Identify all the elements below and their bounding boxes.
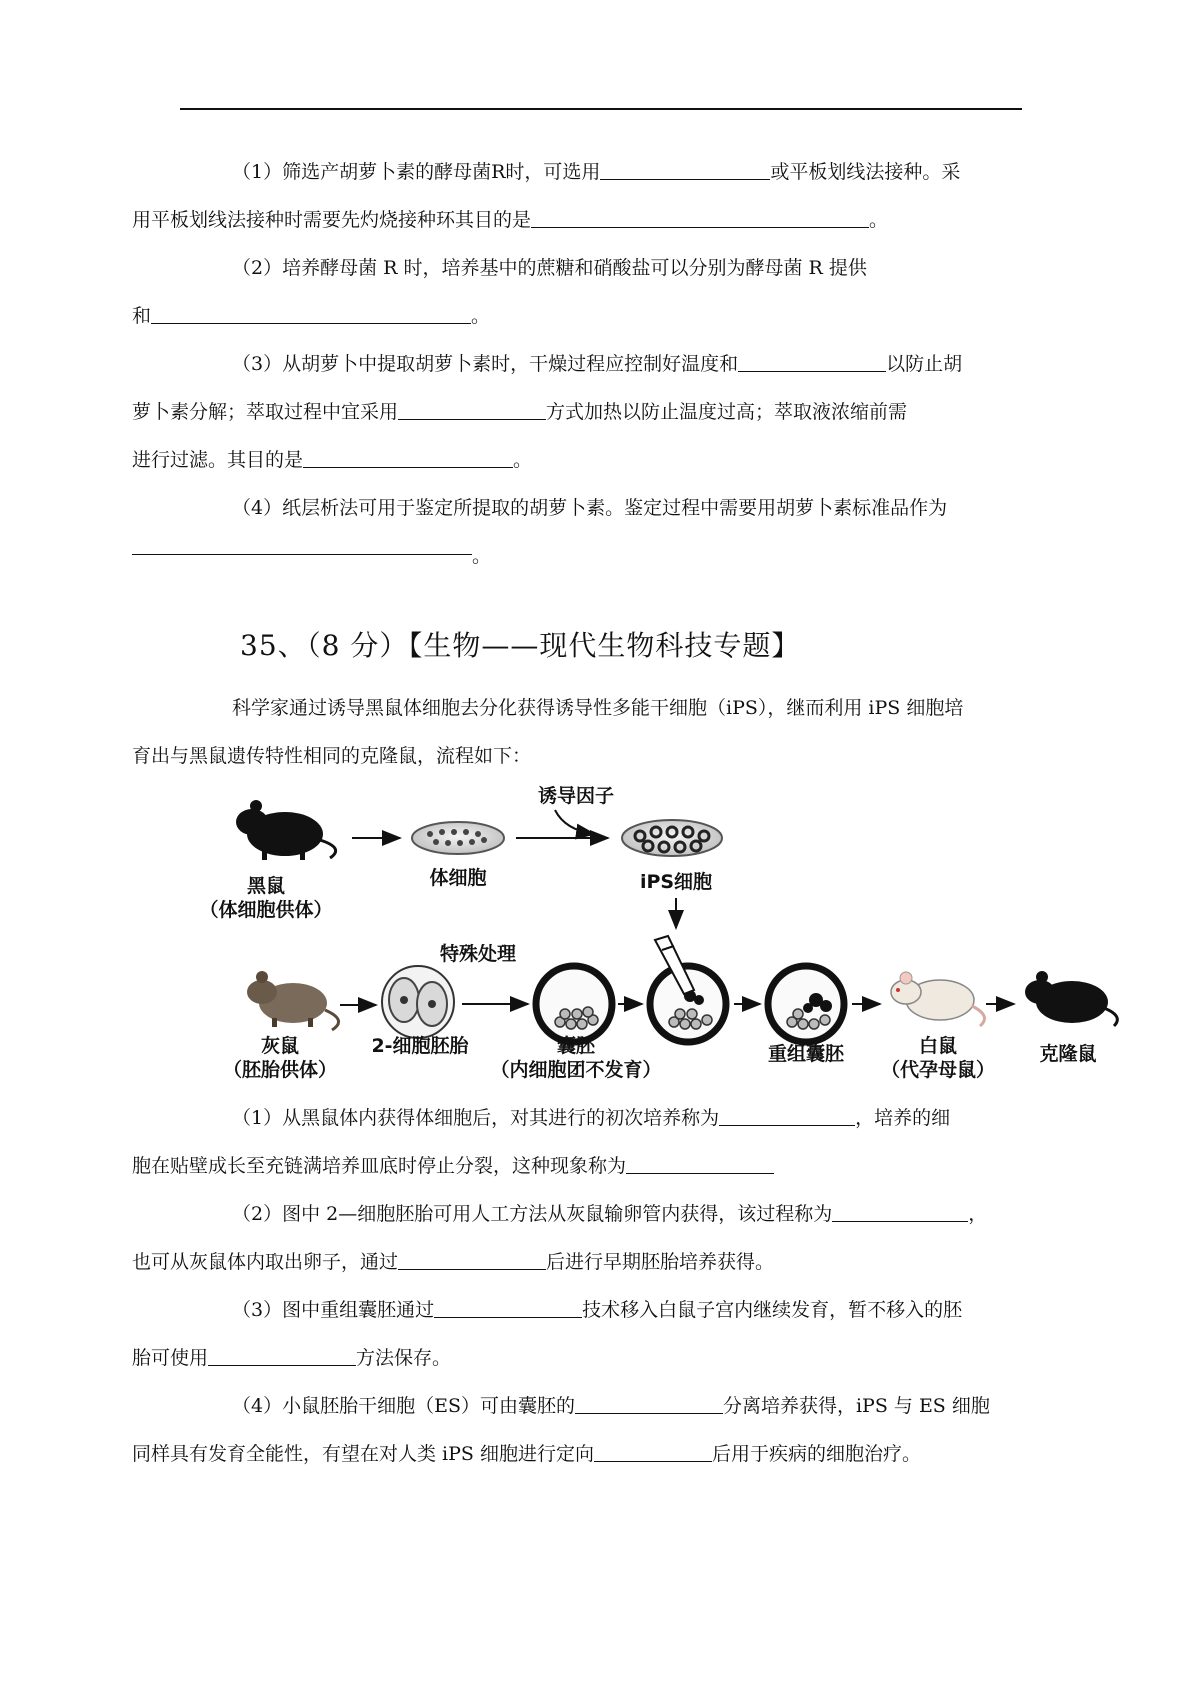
q34-3-text-b: 以防止胡 <box>886 353 963 375</box>
q35-4-text-b: 分离培养获得，iPS 与 ES 细胞 <box>722 1395 990 1417</box>
q35-intro-line2: 育出与黑鼠遗传特性相同的克隆鼠，流程如下： <box>132 745 532 767</box>
q35-2-text-d: 后进行早期胚胎培养获得。 <box>546 1251 775 1273</box>
q34-1 <box>132 148 1022 244</box>
answer-blank[interactable] <box>303 447 513 468</box>
q34-4 <box>182 484 1022 580</box>
answer-blank[interactable] <box>626 1153 774 1174</box>
q34-3-text-c: 萝卜素分解；萃取过程中宜采用 <box>132 401 399 423</box>
white-mouse-label: 白鼠 <box>918 1035 958 1057</box>
q35-4-text-a: （4）小鼠胚胎干细胞（ES）可由囊胚的 <box>232 1395 575 1417</box>
q35-1-text-c: 胞在贴壁成长至充链满培养皿底时停止分裂，这种现象称为 <box>132 1155 627 1177</box>
q35-intro <box>132 684 1022 780</box>
answer-blank[interactable] <box>832 1201 968 1222</box>
q34-3-text-a: （3）从胡萝卜中提取胡萝卜素时，干燥过程应控制好温度和 <box>232 353 739 375</box>
black-mouse-label: 黑鼠 <box>246 875 286 897</box>
q35-3-text-d: 方法保存。 <box>356 1347 452 1369</box>
two-cell-embryo-label: 2-细胞胚胎 <box>371 1035 469 1057</box>
blastocyst-label: 囊胚 <box>556 1035 596 1057</box>
q35-1 <box>132 1094 1022 1190</box>
header-rule <box>180 108 1022 110</box>
q34-4-text-b: 。 <box>472 545 492 567</box>
q35-intro-line1: 科学家通过诱导黑鼠体细胞去分化获得诱导性多能干细胞（iPS），继而利用 iPS 细胞培 <box>232 697 964 719</box>
q35-4-text-c: 同样具有发育全能性，有望在对人类 iPS 细胞进行定向 <box>132 1443 594 1465</box>
black-mouse-role: （体细胞供体） <box>199 899 333 921</box>
inducing-factor-label: 诱导因子 <box>537 785 615 807</box>
clone-mouse-label: 克隆鼠 <box>1039 1043 1097 1065</box>
answer-blank[interactable] <box>575 1393 723 1414</box>
recombinant-blastocyst-icon <box>768 966 844 1042</box>
q34-2-text-b: 和 <box>132 305 152 327</box>
ips-dish-icon <box>622 820 722 856</box>
two-cell-embryo-icon <box>382 966 454 1038</box>
q35-4-text-d: 后用于疾病的细胞治疗。 <box>711 1443 921 1465</box>
answer-blank[interactable] <box>151 303 471 324</box>
q34-3-text-d: 方式加热以防止温度过高；萃取液浓缩前需 <box>546 401 908 423</box>
q34-1-text-b: 或平板划线法接种。采 <box>770 161 961 183</box>
q34-1-text-c: 用平板划线法接种时需要先灼烧接种环其目的是 <box>132 209 532 231</box>
special-treatment-label: 特殊处理 <box>439 943 517 965</box>
q35-heading: 35、（8 分）【生物——现代生物科技专题】 <box>240 629 801 662</box>
q35-4 <box>132 1382 1022 1478</box>
blastocyst-note: （内细胞团不发育） <box>490 1059 662 1081</box>
q35-2-text-b: ， <box>968 1203 988 1225</box>
ips-flow-diagram <box>0 780 1200 1110</box>
answer-blank[interactable] <box>434 1297 582 1318</box>
answer-blank[interactable] <box>132 534 472 555</box>
answer-blank[interactable] <box>531 207 869 228</box>
q35-2-text-a: （2）图中 2—细胞胚胎可用人工方法从灰鼠输卵管内获得，该过程称为 <box>232 1203 833 1225</box>
q34-3-text-e: 进行过滤。其目的是 <box>132 449 304 471</box>
q34-2 <box>132 244 1022 340</box>
white-mouse-icon <box>891 972 985 1026</box>
white-mouse-role: （代孕母鼠） <box>880 1059 996 1081</box>
q35-1-text-b: ，培养的细 <box>855 1107 951 1129</box>
answer-blank[interactable] <box>738 351 886 372</box>
gray-mouse-label: 灰鼠 <box>260 1035 300 1057</box>
q34-2-text-a: （2）培养酵母菌 R 时，培养基中的蔗糖和硝酸盐可以分别为酵母菌 R 提供 <box>232 257 867 279</box>
q34-4-text-a: （4）纸层析法可用于鉴定所提取的胡萝卜素。鉴定过程中需要用胡萝卜素标准品作为 <box>232 497 948 519</box>
answer-blank[interactable] <box>719 1105 855 1126</box>
q34-1-text-d: 。 <box>869 209 889 231</box>
answer-blank[interactable] <box>208 1345 356 1366</box>
q34-3 <box>132 340 1022 484</box>
q35-3-text-b: 技术移入白鼠子宫内继续发育，暂不移入的胚 <box>582 1299 963 1321</box>
answer-blank[interactable] <box>594 1441 712 1462</box>
clone-mouse-icon <box>1025 971 1117 1026</box>
gray-mouse-icon <box>247 971 339 1030</box>
answer-blank[interactable] <box>398 1249 546 1270</box>
petri-dish-icon <box>412 822 504 854</box>
q35-2 <box>132 1190 1022 1286</box>
ips-cells-label: iPS细胞 <box>639 871 713 893</box>
answer-blank[interactable] <box>600 159 770 180</box>
q35-1-text-a: （1）从黑鼠体内获得体细胞后，对其进行的初次培养称为 <box>232 1107 720 1129</box>
q35-3 <box>132 1286 1022 1382</box>
q34-2-text-c: 。 <box>471 305 491 327</box>
q35-2-text-c: 也可从灰鼠体内取出卵子，通过 <box>132 1251 399 1273</box>
somatic-cells-label: 体细胞 <box>429 867 487 889</box>
q34-3-text-f: 。 <box>513 449 533 471</box>
recombinant-blastocyst-label: 重组囊胚 <box>767 1043 845 1065</box>
gray-mouse-role: （胚胎供体） <box>222 1059 338 1081</box>
blastocyst-icon <box>536 966 612 1042</box>
microinjection-icon <box>650 936 726 1042</box>
q35-3-text-a: （3）图中重组囊胚通过 <box>232 1299 435 1321</box>
black-mouse-icon <box>236 800 336 860</box>
q34-1-text-a: （1）筛选产胡萝卜素的酵母菌R时，可选用 <box>232 161 601 183</box>
answer-blank[interactable] <box>398 399 546 420</box>
arrow <box>555 810 594 834</box>
q35-3-text-c: 胎可使用 <box>132 1347 209 1369</box>
